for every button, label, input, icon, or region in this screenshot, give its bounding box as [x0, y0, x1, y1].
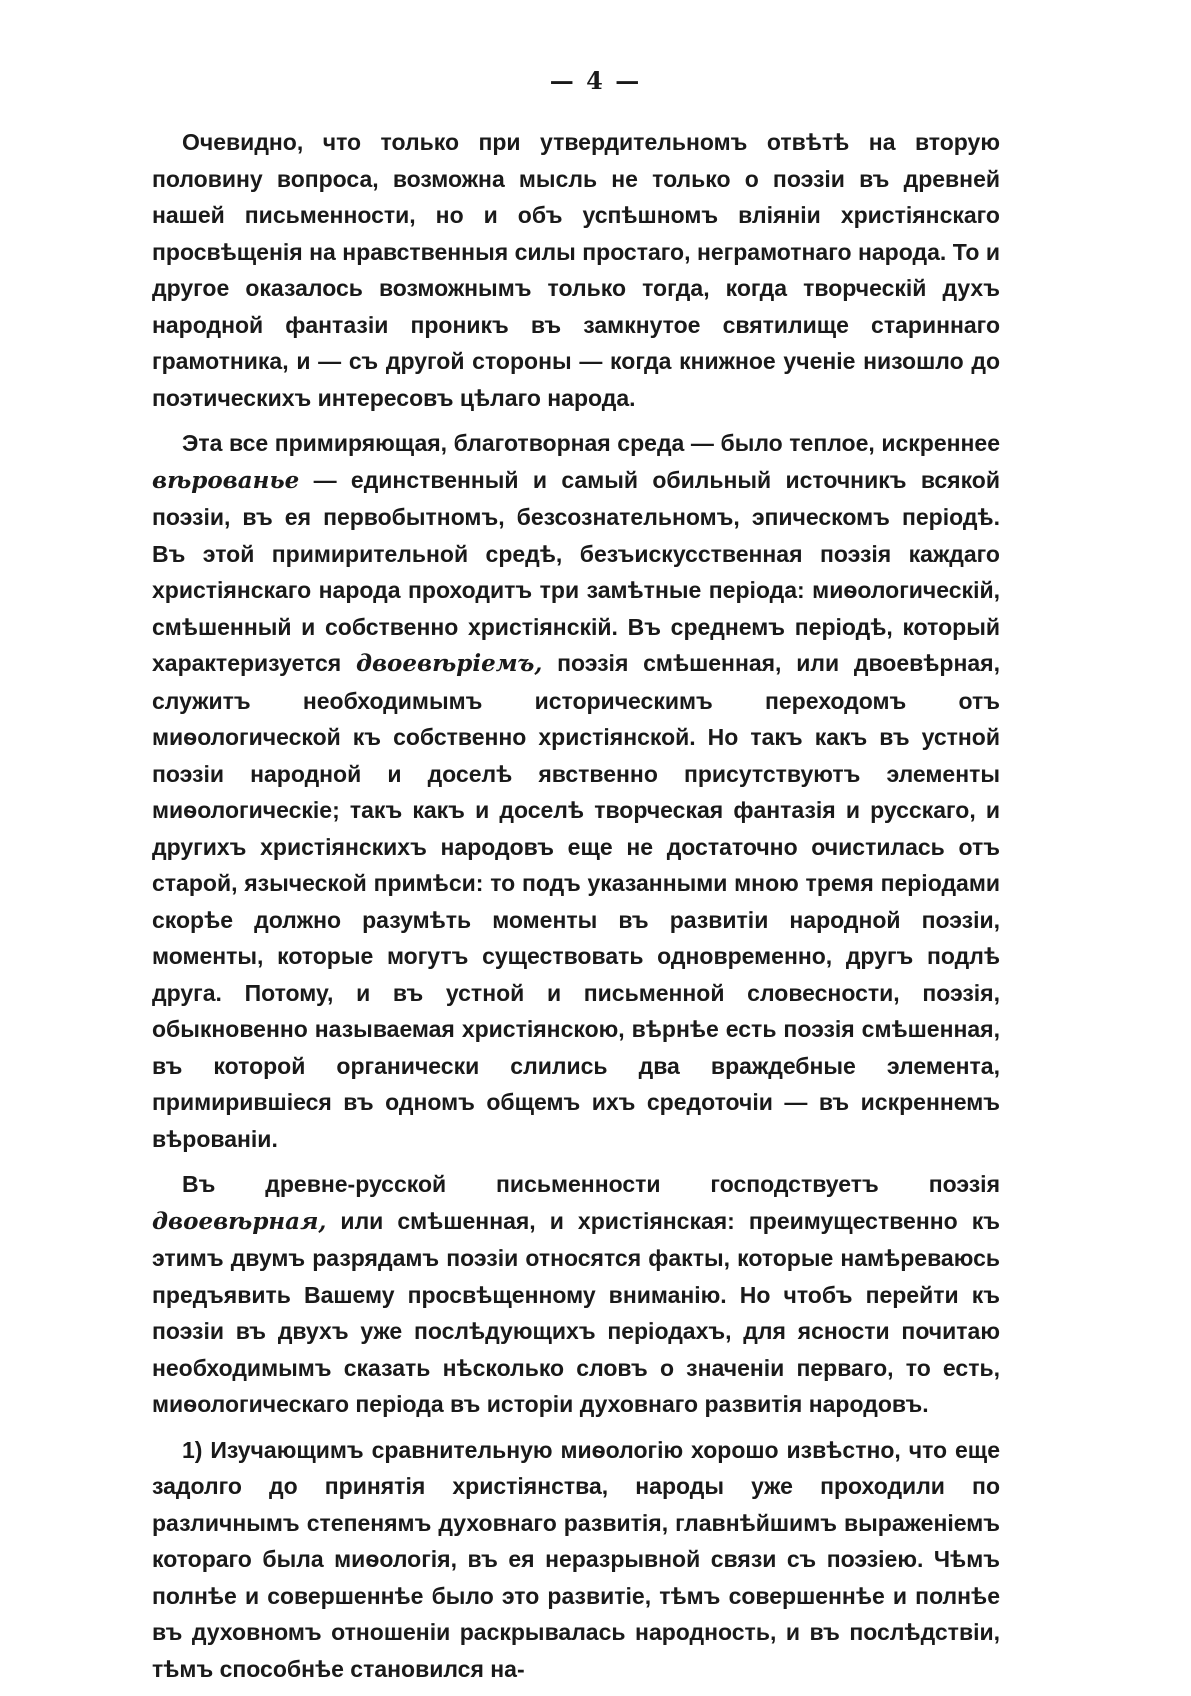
paragraph-4: [152, 1432, 1000, 1688]
paragraph-4-text: 1) Изучающимъ сравнительную миѳологію хорошо извѣстно, что еще задолго до принятія христіянства, народы уже проходили по различнымъ степенямъ духовнаго развитія, главнѣйшимъ выраженіемъ котораго была миѳологія, въ ея неразрывной связи съ поэзіею. Чѣмъ полнѣе и совершеннѣе было это развитіе, тѣмъ совершеннѣе и полнѣе въ духовномъ отношеніи раскрывалась народность, и въ послѣдствіи, тѣмъ способнѣе становился на-: [152, 1436, 1000, 1682]
paragraph-3-text-b: или смѣшенная, и христіянская: преимущественно къ этимъ двумъ разрядамъ поэзіи относятся факты, которые намѣреваюсь предъявить Вашему просвѣщенному вниманію. Но чтобъ перейти къ поэзіи въ двухъ уже послѣдующихъ періодахъ, для ясности почитаю необходимымъ сказать нѣсколько словъ о значеніи перваго, то есть, миѳологическаго періода въ исторіи духовнаго развитія народовъ.: [152, 1207, 1000, 1417]
paragraph-3-emphasis-dvoevernaya: двоевѣрная,: [152, 1207, 327, 1235]
page-number: — 4 —: [549, 66, 642, 95]
paragraph-3: [152, 1166, 1000, 1423]
body-text: [152, 124, 1000, 1696]
paragraph-3-text-a: Въ древне-русской письменности господствуетъ поэзія: [182, 1171, 1000, 1197]
paragraph-2-emphasis-verovanie: вѣрованье: [152, 466, 300, 494]
paragraph-2-text-c: поэзія смѣшенная, или двоевѣрная, служитъ необходимымъ историческимъ переходомъ отъ миѳологической къ собственно христіянской. Но такъ какъ въ устной поэзіи народной и доселѣ явственно присутствуютъ элементы миѳологическіе; такъ какъ и доселѣ творческая фантазія и русскаго, и другихъ христіянскихъ народовъ еще не достаточно очистилась отъ старой, языческой примѣси: то подъ указанными мною тремя періодами скорѣе должно разумѣть моменты въ развитіи народной поэзіи, моменты, которые могутъ существовать одновременно, другъ подлѣ друга. Потому, и въ устной и письменной словесности, поэзія, обыкновенно называемая христіянскою, вѣрнѣе есть поэзія смѣшенная, въ которой органически слились два враждебные элемента, примирившіеся въ одномъ общемъ ихъ средоточіи — въ искреннемъ вѣрованіи.: [152, 650, 1000, 1152]
paragraph-2-emphasis-dvoeverie: двоевѣріемъ,: [355, 650, 543, 677]
paragraph-1-text: Очевидно, что только при утвердительномъ отвѣтѣ на вторую половину вопроса, возможна мысль не только о поэзіи въ древней нашей письменности, но и объ успѣшномъ вліяніи христіянскаго просвѣщенія на нравственныя силы простаго, неграмотнаго народа. То и другое оказалось возможнымъ только тогда, когда творческій духъ народной фантазіи проникъ въ замкнутое святилище стариннаго грамотника, и — съ другой стороны — когда книжное ученіе низошло до поэтическихъ интересовъ цѣлаго народа.: [152, 129, 1000, 411]
paragraph-2-text-b: — единственный и самый обильный источникъ всякой поэзіи, въ ея первобытномъ, безсознательномъ, эпическомъ періодѣ. Въ этой примирительной средѣ, безъискусственная поэзія каждаго христіянскаго народа проходитъ три замѣтные періода: миѳологическій, смѣшенный и собственно христіянскій. Въ среднемъ періодѣ, который характеризуется: [152, 466, 1000, 676]
paragraph-1: [152, 124, 1000, 416]
paragraph-2: [152, 425, 1000, 1157]
paragraph-2-text-a: Эта все примиряющая, благотворная среда — было теплое, искреннее: [182, 430, 1000, 456]
